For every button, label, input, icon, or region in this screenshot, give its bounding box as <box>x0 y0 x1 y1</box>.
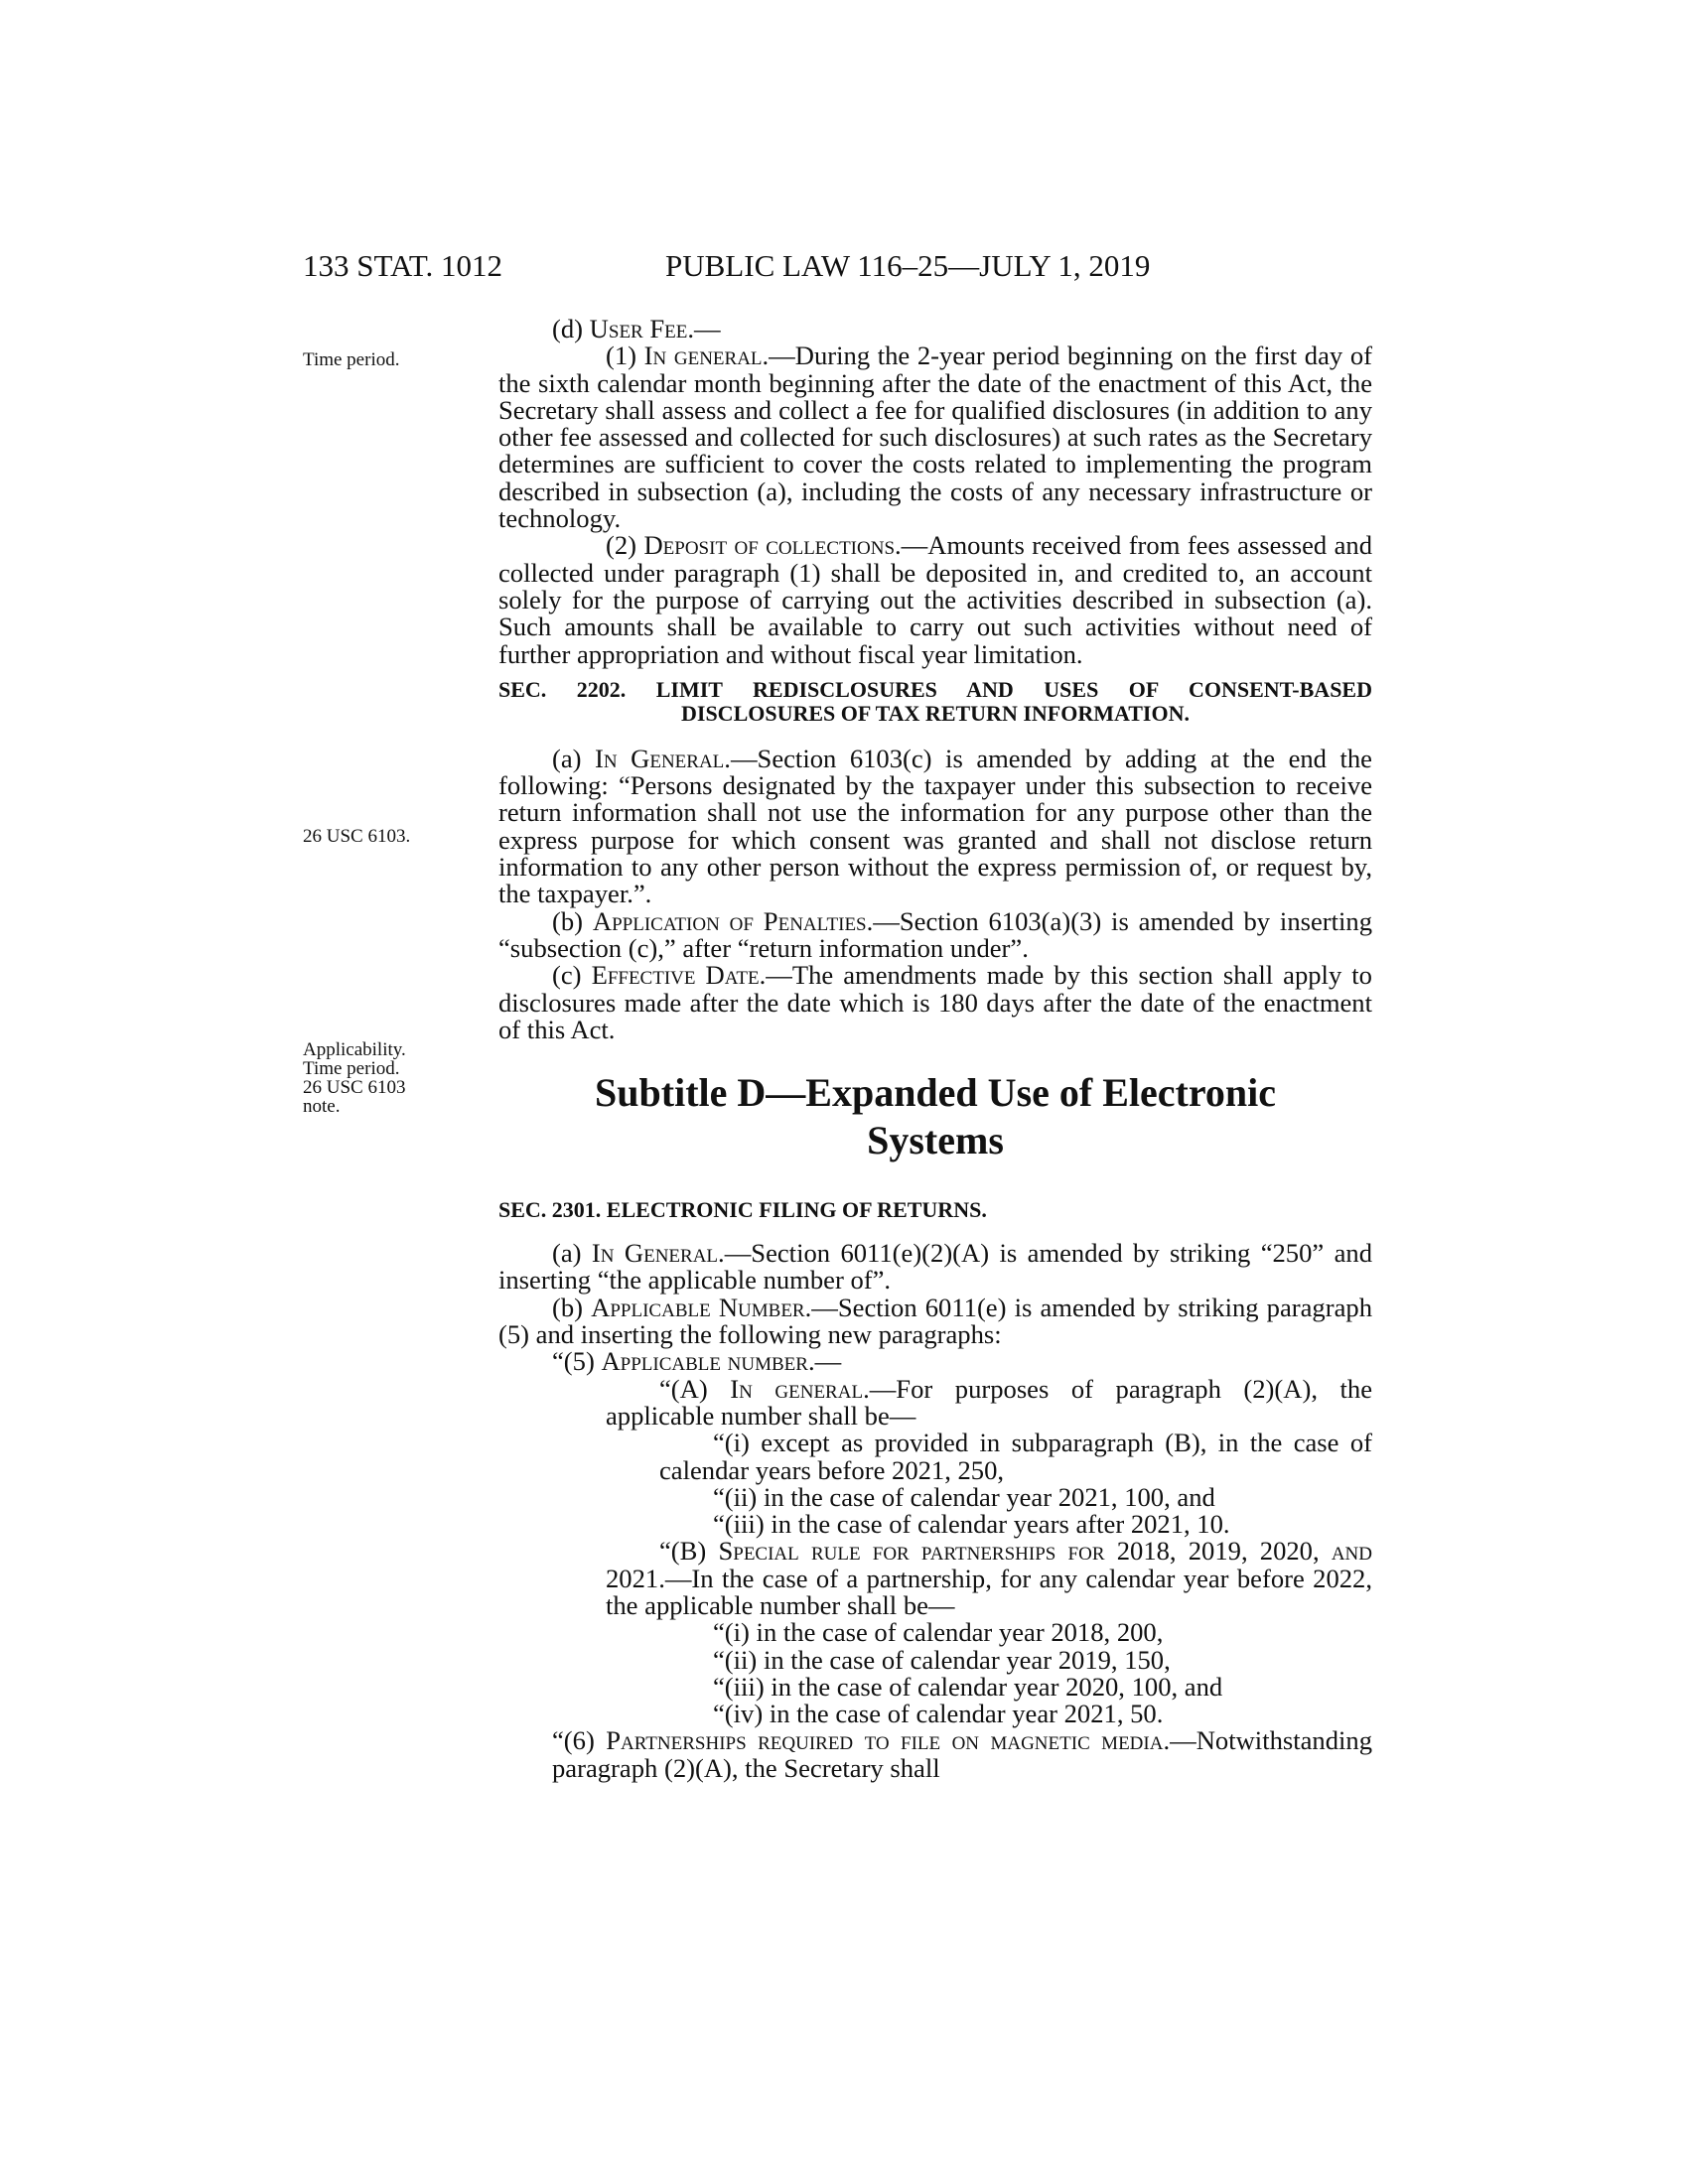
margin-note: 26 USC 6103. <box>303 826 411 847</box>
paragraph: (b) Application of Penalties.—Section 6103(a)(3) is amended by inserting “subsection (c),” after “return information under”. <box>498 905 1372 963</box>
paragraph: (2) Deposit of collections.—Amounts received from fees assessed and collected under paragraph (1) shall be deposited in, and credited to, an account solely for the purpose of carrying out the activities described in subsection (a). Such amounts shall be available to carry out such activities without need of further appropriation and without fiscal year limitation. <box>498 530 1372 669</box>
subsection-d-heading: (d) User Fee.— <box>552 314 721 343</box>
running-title: PUBLIC LAW 116–25—JULY 1, 2019 <box>665 248 1151 283</box>
margin-note: 26 USC 6103 <box>303 1077 406 1098</box>
running-head <box>303 246 1375 286</box>
list-item: “(i) in the case of calendar year 2018, 200, <box>713 1617 1164 1648</box>
margin-note: Applicability. <box>303 1039 406 1060</box>
paragraph: (1) In general.—During the 2-year period beginning on the first day of the sixth calendar month beginning after the date of the enactment of this Act, the Secretary shall assess and collect a fee for qualified disclosures (in addition to any other fee assessed and collected for such disclosures) at such rates as the Secretary determines are sufficient to cover the costs related to implementing the program described in subsection (a), including the costs of any necessary infrastructure or technology. <box>498 341 1372 534</box>
section-heading: SEC. 2202. LIMIT REDISCLOSURES AND USES OF CONSENT-BASED DISCLOSURES OF TAX RETURN INFORMATION. <box>498 676 1372 726</box>
paragraph: “(A) In general.—For purposes of paragraph (2)(A), the applicable number shall be— <box>606 1373 1373 1431</box>
page-label: 133 STAT. 1012 <box>303 248 503 283</box>
list-item: “(i) except as provided in subparagraph (B), in the case of calendar years before 2021, 250, <box>659 1428 1372 1485</box>
list-item: “(ii) in the case of calendar year 2019, 150, <box>713 1644 1171 1675</box>
section-heading: SEC. 2301. ELECTRONIC FILING OF RETURNS. <box>498 1197 987 1223</box>
paragraph: “(5) Applicable number.— <box>552 1346 842 1377</box>
document-body <box>498 316 1372 1782</box>
paragraph: (b) Applicable Number.—Section 6011(e) is amended by striking paragraph (5) and inserting the following new paragraphs: <box>498 1292 1372 1350</box>
paragraph: (a) In General.—Section 6103(c) is amended by adding at the end the following: “Persons designated by the taxpayer under this subsection to receive return information shall not use the information for any purpose other than the express purpose for which consent was granted and shall not disclose return information to any other person without the express permission of, or request by, the taxpayer.”. <box>498 743 1372 909</box>
list-item: “(ii) in the case of calendar year 2021, 100, and <box>713 1481 1215 1512</box>
paragraph: “(B) Special rule for partnerships for 2018, 2019, 2020, and 2021.—In the case of a partnership, for any calendar year before 2022, the applicable number shall be— <box>606 1536 1372 1620</box>
paragraph: (c) Effective Date.—The amendments made by this section shall apply to disclosures made after the date which is 180 days after the date of the enactment of this Act. <box>498 960 1372 1044</box>
subtitle-heading: Subtitle D—Expanded Use of Electronic Systems <box>595 1070 1276 1163</box>
paragraph: “(6) Partnerships required to file on magnetic media.—Notwithstanding paragraph (2)(A), the Secretary shall <box>552 1725 1372 1783</box>
margin-note: note. <box>303 1096 341 1117</box>
paragraph: (a) In General.—Section 6011(e)(2)(A) is amended by striking “250” and inserting “the applicable number of”. <box>498 1238 1372 1296</box>
margin-note: Time period. <box>303 1058 400 1079</box>
list-item: “(iii) in the case of calendar years after 2021, 10. <box>713 1509 1230 1540</box>
list-item: “(iv) in the case of calendar year 2021, 50. <box>713 1699 1164 1729</box>
margin-note: Time period. <box>303 349 400 370</box>
list-item: “(iii) in the case of calendar year 2020, 100, and <box>713 1671 1223 1702</box>
